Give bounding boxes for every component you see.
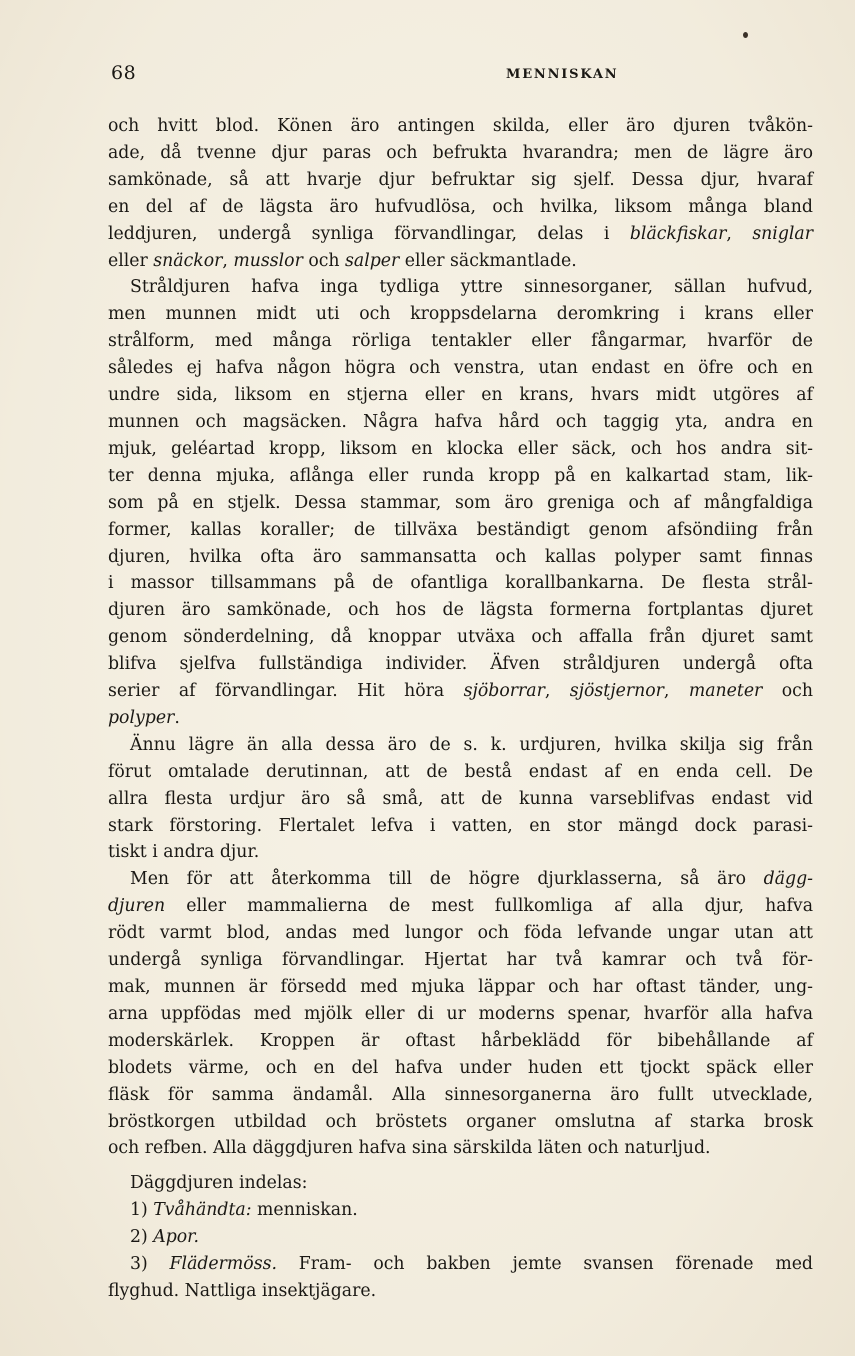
list-item: 1) Tvåhändta: menniskan. — [130, 1200, 358, 1221]
running-head: MENNISKAN — [506, 67, 619, 82]
text-line: således ej hafva någon högra och venstra, utan endast en öfre och en — [108, 358, 813, 379]
page-header — [108, 62, 813, 90]
page-body — [108, 113, 813, 1305]
text-line: i massor tillsammans på de ofantliga korallbankarna. De flesta strål- — [108, 573, 813, 594]
text-line: leddjuren, undergå synliga förvandlingar, delas i bläckfiskar, sniglar — [108, 223, 813, 244]
text-line: bröstkorgen utbildad och bröstets organer omslutna af starka brosk — [108, 1111, 813, 1132]
text-line: munnen och magsäcken. Några hafva hård och taggig yta, andra en — [108, 411, 813, 432]
text-line: rödt varmt blod, andas med lungor och föda lefvande ungar utan att — [108, 923, 813, 944]
list-intro: Däggdjuren indelas: — [130, 1173, 308, 1194]
text-line: förut omtalade derutinnan, att de bestå endast af en enda cell. De — [108, 761, 813, 782]
list-item-continuation: flyghud. Nattliga insektjägare. — [108, 1280, 377, 1301]
text-line: Ännu lägre än alla dessa äro de s. k. urdjuren, hvilka skilja sig från — [130, 734, 813, 755]
text-line: djuren äro samkönade, och hos de lägsta formerna fortplantas djuret — [108, 600, 813, 621]
text-line: undergå synliga förvandlingar. Hjertat har två kamrar och två för- — [108, 950, 813, 971]
text-line: eller snäckor, musslor och salper eller säckmantlade. — [108, 250, 577, 271]
text-line: samkönade, så att hvarje djur befruktar sig sjelf. Dessa djur, hvaraf — [108, 169, 813, 190]
text-line: mak, munnen är försedd med mjuka läppar och har oftast tänder, ung- — [108, 977, 813, 997]
text-line: blodets värme, och en del hafva under huden ett tjockt späck eller — [108, 1057, 813, 1078]
text-line: polyper. — [108, 707, 180, 728]
paragraph-gap — [108, 1162, 813, 1170]
text-line: allra flesta urdjur äro så små, att de kunna varseblifvas endast vid — [108, 788, 813, 809]
text-line: och refben. Alla däggdjuren hafva sina särskilda läten och naturljud. — [108, 1138, 711, 1159]
text-line: en del af de lägsta äro hufvudlösa, och hvilka, liksom många bland — [108, 196, 813, 217]
text-line: och hvitt blod. Könen äro antingen skilda, eller äro djuren tvåkön- — [108, 116, 813, 136]
text-line: undre sida, liksom en stjerna eller en krans, hvars midt utgöres af — [108, 385, 813, 406]
text-line: moderskärlek. Kroppen är oftast hårbeklädd för bibehållande af — [108, 1030, 813, 1051]
list-item: 3) Flädermöss. Fram- och bakben jemte svansen förenade med — [130, 1254, 813, 1275]
text-line: djuren eller mammalierna de mest fullkomliga af alla djur, hafva — [108, 896, 813, 917]
text-line: ter denna mjuka, aflånga eller runda kropp på en kalkartad stam, lik- — [108, 465, 813, 486]
text-line: tiskt i andra djur. — [108, 842, 260, 863]
page-number: 68 — [111, 62, 137, 84]
ink-speck — [743, 32, 748, 38]
text-line: ade, då tvenne djur paras och befrukta hvarandra; men de lägre äro — [108, 142, 813, 163]
text-line: fläsk för samma ändamål. Alla sinnesorganerna äro fullt utvecklade, — [108, 1084, 813, 1105]
text-line: men munnen midt uti och kroppsdelarna deromkring i krans eller — [108, 304, 813, 325]
text-line: stark förstoring. Flertalet lefva i vatten, en stor mängd dock parasi- — [108, 815, 813, 836]
text-line: mjuk, geléartad kropp, liksom en klocka eller säck, och hos andra sit- — [108, 438, 813, 459]
text-line: som på en stjelk. Dessa stammar, som äro greniga och af mångfaldiga — [108, 492, 813, 513]
text-line: strålform, med många rörliga tentakler eller fångarmar, hvarför de — [108, 331, 813, 352]
text-line: djuren, hvilka ofta äro sammansatta och kallas polyper samt finnas — [108, 546, 813, 567]
text-line: Men för att återkomma till de högre djurklasserna, så äro dägg- — [130, 869, 813, 890]
list-item: 2) Apor. — [130, 1227, 200, 1248]
text-line: arna uppfödas med mjölk eller di ur moderns spenar, hvarför alla hafva — [108, 1003, 813, 1024]
text-line: former, kallas koraller; de tillväxa beständigt genom afsöndiing från — [108, 519, 813, 540]
text-line: Stråldjuren hafva inga tydliga yttre sinnesorganer, sällan hufvud, — [130, 277, 813, 298]
text-line: genom sönderdelning, då knoppar utväxa och affalla från djuret samt — [108, 627, 813, 648]
text-line: blifva sjelfva fullständiga individer. Äfven stråldjuren undergå ofta — [108, 654, 813, 675]
text-line: serier af förvandlingar. Hit höra sjöborrar, sjöstjernor, maneter och — [108, 681, 813, 702]
